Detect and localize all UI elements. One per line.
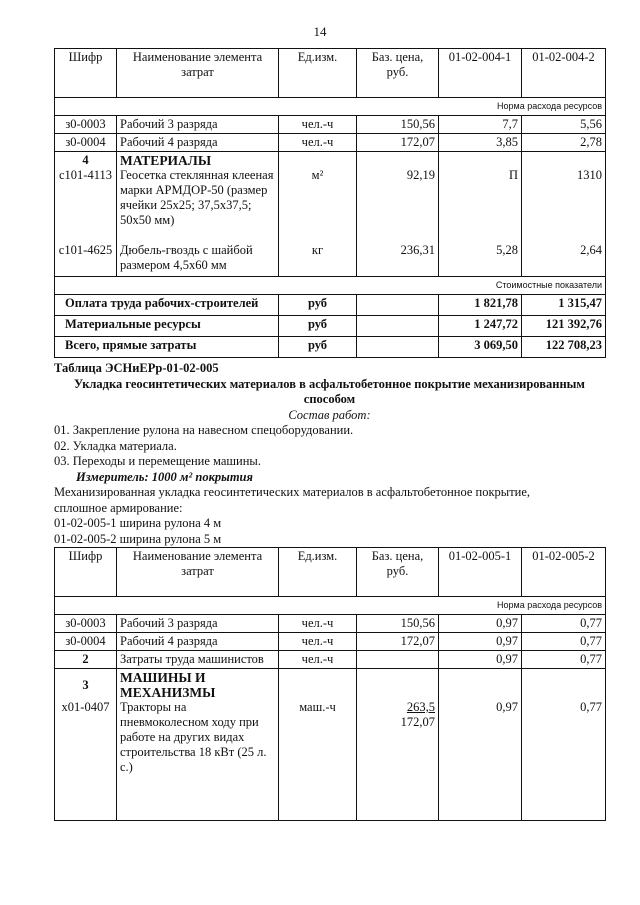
row-name: Рабочий 3 разряда [117, 116, 279, 134]
variant-item: 01-02-005-2 ширина рулона 5 м [54, 531, 222, 546]
total-name: Всего, прямые затраты [55, 337, 279, 358]
machine-value-2: 0,77 [580, 700, 602, 714]
table-row [55, 134, 606, 152]
row-code: з0-0004 [55, 633, 117, 651]
header-name: Наименование элемента затрат [117, 49, 279, 98]
cost-label: Стоимостные показатели [55, 277, 606, 295]
machinists-row [55, 651, 606, 669]
row-price: 150,56 [357, 116, 439, 134]
works-label: Состав работ: [288, 407, 371, 422]
work-item: 01. Закрепление рулона на навесном спецоборудовании. [54, 423, 354, 437]
materials-section [55, 152, 606, 277]
meter: Измеритель: 1000 м² покрытия [76, 469, 253, 484]
variant-item: 01-02-005-1 ширина рулона 4 м [54, 516, 222, 530]
row-code: з0-0003 [55, 615, 117, 633]
header-col5: 01-02-004-1 [439, 49, 522, 98]
row-value-1: 3,85 [439, 134, 522, 152]
row-price: 172,07 [357, 633, 439, 651]
resource-table-2 [54, 547, 606, 821]
total-value-1: 3 069,50 [439, 337, 522, 358]
norm-label: Норма расхода ресурсов [55, 597, 606, 615]
row-value-2: 0,77 [522, 651, 606, 669]
row-name: Рабочий 4 разряда [117, 134, 279, 152]
machines-section [55, 669, 606, 821]
page-number: 14 [313, 24, 327, 39]
total-value-2: 122 708,23 [522, 337, 606, 358]
resource-table-1 [54, 48, 606, 358]
table-id: Таблица ЭСНиЕРр-01-02-005 [54, 361, 219, 375]
material-code: с101-4625 [58, 243, 113, 257]
total-value-1: 1 821,78 [439, 295, 522, 316]
total-value-1: 1 247,72 [439, 316, 522, 337]
table-row [55, 116, 606, 134]
row-value-1: 0,97 [439, 615, 522, 633]
section-description [54, 361, 605, 547]
row-unit: чел.-ч [279, 615, 357, 633]
row-value-1: 0,97 [439, 633, 522, 651]
section-title-line-2: способом [303, 392, 356, 406]
table-row [55, 633, 606, 651]
total-unit: руб [279, 316, 357, 337]
row-value-1: 0,97 [439, 651, 522, 669]
total-unit: руб [279, 337, 357, 358]
machine-name: Тракторы на пневмоколесном ходу при работе на других видах строительства 18 кВт (25 л. с.) [120, 700, 267, 774]
header-unit: Ед.изм. [279, 548, 357, 597]
description-line-1: Механизированная укладка геосинтетических материалов в асфальтобетонное покрытие, [54, 485, 531, 499]
row-value-2: 5,56 [522, 116, 606, 134]
header-col6: 01-02-005-2 [522, 548, 606, 597]
material-value-1: 5,28 [496, 243, 518, 257]
total-value-2: 121 392,76 [522, 316, 606, 337]
machine-unit: маш.-ч [299, 700, 336, 714]
material-price: 92,19 [406, 168, 435, 182]
header-price: Баз. цена, руб. [357, 548, 439, 597]
row-name: Затраты труда машинистов [117, 651, 279, 669]
norm-row [55, 597, 606, 615]
header-col6: 01-02-004-2 [522, 49, 606, 98]
material-name: Дюбель-гвоздь с шайбой размером 4,5х60 мм [120, 243, 253, 272]
material-name: Геосетка стеклянная клееная марки АРМДОР-50 (размер ячейки 25х25; 37,5х37,5; 50х50 мм) [120, 168, 274, 227]
total-name: Оплата труда рабочих-строителей [55, 295, 279, 316]
header-unit: Ед.изм. [279, 49, 357, 98]
row-code: 2 [55, 651, 117, 669]
description-line-2: сплошное армирование: [54, 500, 183, 515]
machine-price-2: 172,07 [400, 715, 435, 729]
total-name: Материальные ресурсы [55, 316, 279, 337]
total-unit: руб [279, 295, 357, 316]
header-price: Баз. цена, руб. [357, 49, 439, 98]
row-price: 150,56 [357, 615, 439, 633]
row-value-2: 0,77 [522, 615, 606, 633]
section-title-line-1: Укладка геосинтетических материалов в асфальтобетонное покрытие механизированным [74, 376, 585, 391]
machine-price-1: 263,5 [406, 700, 435, 714]
row-value-1: 7,7 [439, 116, 522, 134]
row-name: Рабочий 3 разряда [117, 615, 279, 633]
row-unit: чел.-ч [279, 134, 357, 152]
material-unit: кг [311, 243, 324, 257]
section-number: 3 [82, 678, 89, 692]
section-title: МАШИНЫ И МЕХАНИЗМЫ [120, 670, 216, 700]
work-item: 02. Укладка материала. [54, 438, 177, 453]
material-value-1: П [508, 168, 518, 182]
table-header-row [55, 548, 606, 597]
material-value-2: 2,64 [580, 243, 602, 257]
row-name: Рабочий 4 разряда [117, 633, 279, 651]
material-value-2: 1310 [577, 168, 602, 182]
row-price: 172,07 [357, 134, 439, 152]
cost-row [55, 277, 606, 295]
norm-label: Норма расхода ресурсов [55, 98, 606, 116]
row-value-2: 0,77 [522, 633, 606, 651]
row-unit: чел.-ч [279, 651, 357, 669]
row-unit: чел.-ч [279, 633, 357, 651]
header-name: Наименование элемента затрат [117, 548, 279, 597]
material-unit: м² [311, 168, 324, 182]
header-code: Шифр [55, 548, 117, 597]
machine-code: х01-0407 [61, 700, 110, 714]
section-number: 4 [82, 153, 89, 167]
row-unit: чел.-ч [279, 116, 357, 134]
header-code: Шифр [55, 49, 117, 98]
machine-value-1: 0,97 [496, 700, 518, 714]
total-row [55, 316, 606, 337]
table-row [55, 615, 606, 633]
row-value-2: 2,78 [522, 134, 606, 152]
total-row [55, 337, 606, 358]
row-code: з0-0004 [55, 134, 117, 152]
norm-row [55, 98, 606, 116]
material-price: 236,31 [400, 243, 435, 257]
header-col5: 01-02-005-1 [439, 548, 522, 597]
total-value-2: 1 315,47 [522, 295, 606, 316]
total-row [55, 295, 606, 316]
work-item: 03. Переходы и перемещение машины. [54, 454, 261, 468]
table-header-row [55, 49, 606, 98]
section-title: МАТЕРИАЛЫ [120, 153, 212, 168]
row-code: з0-0003 [55, 116, 117, 134]
material-code: с101-4113 [59, 168, 112, 182]
